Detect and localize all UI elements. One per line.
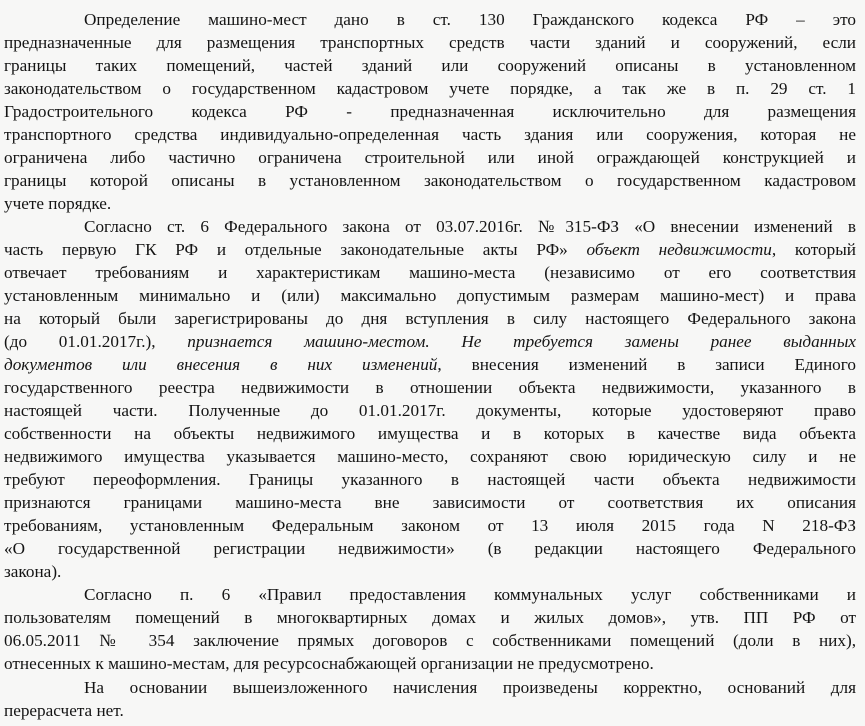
- paragraph-1-line-4: законодательством о государственном кадастровом учете порядке, а так же в п. 29 ст. 1: [4, 79, 856, 98]
- paragraph-1-line-9: учете порядке.: [4, 194, 112, 213]
- paragraph-2-line-8: государственного реестра недвижимости в отношении объекта недвижимости, указанного в: [4, 378, 856, 397]
- paragraph-2-line-1: Согласно ст. 6 Федерального закона от 03.07.2016г. №315-ФЗ «О внесении изменений в: [84, 217, 856, 236]
- paragraph-1-line-8: границы которой описаны в установленном законодательством о государственном кадастровом: [4, 171, 856, 190]
- paragraph-2-line-2: [4, 238, 856, 261]
- paragraph-1-line-5: Градостроительного кодекса РФ - предназначенная исключительно для размещения: [4, 102, 856, 121]
- paragraph-2-line-6: [4, 330, 856, 353]
- paragraph-2-line-7: [4, 353, 856, 376]
- paragraph-3-line-3: 06.05.2011 № 354 заключение прямых договоров с собственниками помещений (доли в них),: [4, 631, 856, 650]
- paragraph-3-line-2: пользователям помещений в многоквартирных домах и жилых домов», утв. ПП РФ от: [4, 608, 856, 627]
- paragraph-2-line-4: установленным минимально и (или) максимально допустимым размерам машино-мест) и права: [4, 286, 856, 305]
- paragraph-2-line-15: «О государственной регистрации недвижимости» (в редакции настоящего Федерального: [4, 539, 856, 558]
- paragraph-2-line-2-tail: , который: [771, 240, 856, 259]
- paragraph-2-italic-term: объект недвижимости: [586, 240, 772, 259]
- paragraph-1-line-3: границы таких помещений, частей зданий или сооружений описаны в установленном: [4, 56, 856, 75]
- paragraph-3-line-1: Согласно п. 6 «Правил предоставления коммунальных услуг собственниками и: [84, 585, 856, 604]
- paragraph-1-line-2: предназначенные для размещения транспортных средств части зданий и сооружений, если: [4, 33, 856, 52]
- paragraph-2-line-5: на который были зарегистрированы до дня вступления в силу настоящего Федерального закона: [4, 309, 856, 328]
- paragraph-2-line-11: недвижимого имущества указывается машино-место, сохраняют свою юридическую силу и не: [4, 447, 856, 466]
- paragraph-2-line-12: требуют переоформления. Границы указанного в настоящей части объекта недвижимости: [4, 470, 856, 489]
- paragraph-2-line-7-text: , внесения изменений в записи Единого: [437, 355, 856, 374]
- paragraph-4-line-2: перерасчета нет.: [4, 701, 124, 720]
- paragraph-2-line-16: закона).: [4, 562, 62, 581]
- paragraph-2-italic-phrase-2: документов или внесения в них изменений: [4, 355, 438, 374]
- paragraph-2-line-10: собственности на объекты недвижимого имущества и в которых в качестве вида объекта: [4, 424, 856, 443]
- paragraph-2-line-2-text: часть первую ГК РФ и отдельные законодательные акты РФ»: [4, 240, 587, 259]
- paragraph-2-line-14: требованиям, установленным Федеральным законом от 13 июля 2015 года N 218-ФЗ: [4, 516, 856, 535]
- paragraph-2-line-6-text: (до 01.01.2017г.),: [4, 332, 188, 351]
- paragraph-2-line-9: настоящей части. Полученные до 01.01.2017г. документы, которые удостоверяют право: [4, 401, 856, 420]
- paragraph-1-line-1: Определение машино-мест дано в ст. 130 Гражданского кодекса РФ – это: [84, 10, 856, 29]
- paragraph-2-italic-phrase-1: признается машино-местом. Не требуется замены ранее выданных: [187, 332, 856, 351]
- paragraph-2-line-3: отвечает требованиям и характеристикам машино-места (независимо от его соответствия: [4, 263, 856, 282]
- paragraph-4-line-1: На основании вышеизложенного начисления произведены корректно, оснований для: [84, 678, 856, 697]
- paragraph-1-line-6: транспортного средства индивидуально-определенная часть здания или сооружения, которая не: [4, 125, 856, 144]
- paragraph-3-line-4: отнесенных к машино-местам, для ресурсоснабжающей организации не предусмотрено.: [4, 654, 654, 673]
- paragraph-1-line-7: ограничена либо частично ограничена строительной или иной ограждающей конструкцией и: [4, 148, 856, 167]
- paragraph-2-line-13: признаются границами машино-места вне зависимости от соответствия их описания: [4, 493, 856, 512]
